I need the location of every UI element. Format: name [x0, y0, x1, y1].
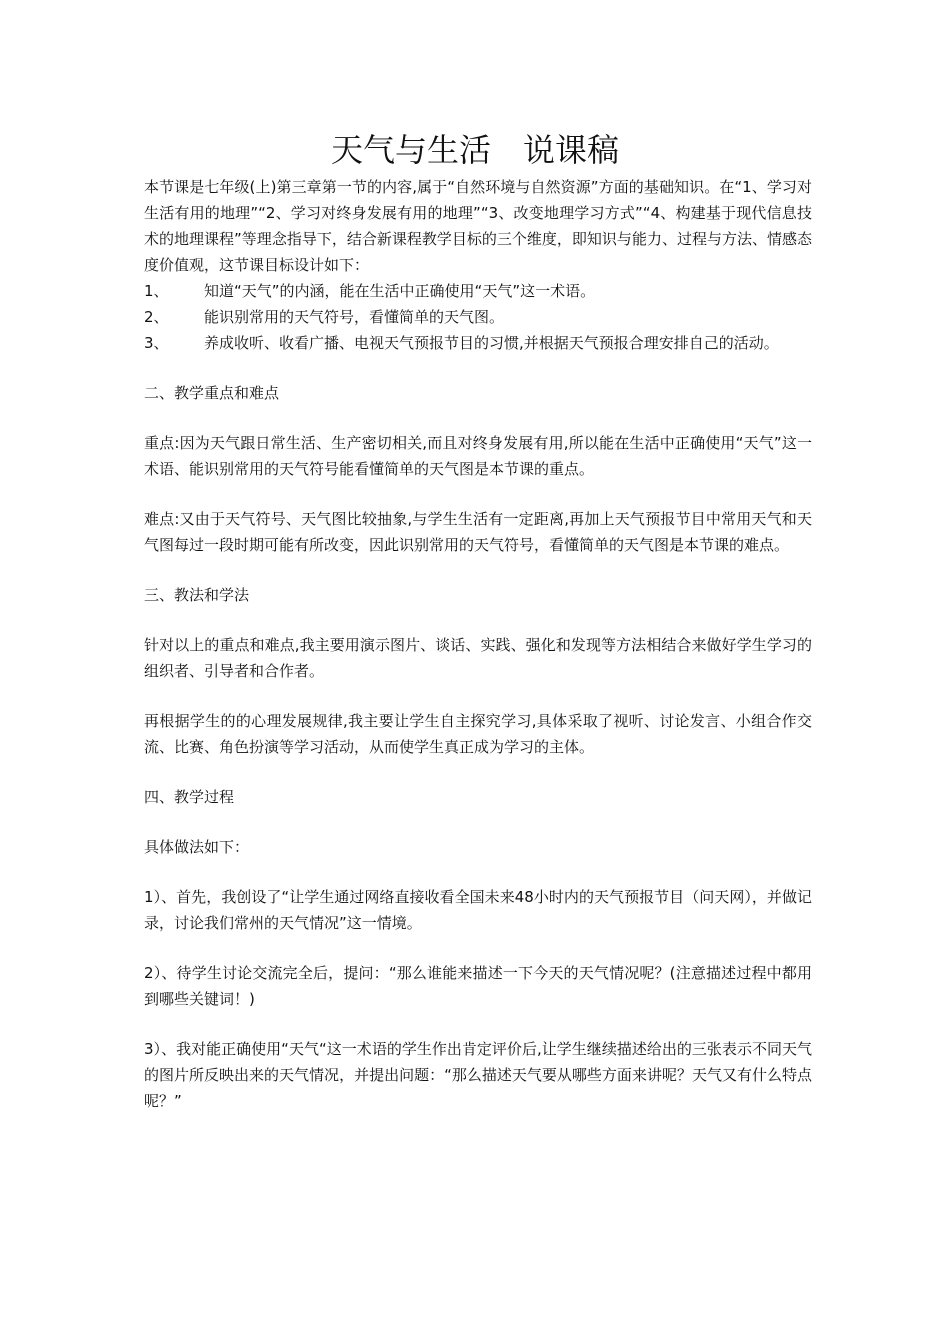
method-paragraph-2: 再根据学生的的心理发展规律,我主要让学生自主探究学习,具体采取了视听、讨论发言、小组合作交流、比赛、角色扮演等学习活动，从而使学生真正成为学习的主体。 — [144, 712, 812, 756]
key-point-paragraph: 重点:因为天气跟日常生活、生产密切相关,而且对终身发展有用,所以能在生活中正确使用“天气”这一术语、能识别常用的天气符号能看懂简单的天气图是本节课的重点。 — [144, 434, 812, 478]
process-step-1: 1）、首先，我创设了“让学生通过网络直接收看全国未来48小时内的天气预报节目（问天网），并做记录，讨论我们常州的天气情况”这一情境。 — [144, 888, 812, 932]
goal-text: 能识别常用的天气符号，看懂简单的天气图。 — [204, 308, 505, 326]
document-body — [144, 174, 812, 1114]
section-heading-4: 四、教学过程 — [144, 788, 235, 806]
goal-text: 知道“天气”的内涵，能在生活中正确使用“天气”这一术语。 — [204, 282, 596, 300]
process-step-3: 3）、我对能正确使用“天气“这一术语的学生作出肯定评价后,让学生继续描述给出的三张表示不同天气的图片所反映出来的天气情况，并提出问题：“那么描述天气要从哪些方面来讲呢？天气又有什么特点呢？” — [144, 1040, 812, 1110]
process-intro: 具体做法如下： — [144, 838, 250, 856]
section-heading-3: 三、教法和学法 — [144, 586, 250, 604]
process-step-2: 2）、待学生讨论交流完全后，提问：“那么谁能来描述一下今天的天气情况呢？(注意描述过程中都用到哪些关键词！) — [144, 964, 812, 1008]
goal-text: 养成收听、收看广播、电视天气预报节目的习惯,并根据天气预报合理安排自己的活动。 — [204, 334, 779, 352]
goal-item-3 — [144, 330, 812, 356]
method-paragraph-1: 针对以上的重点和难点,我主要用演示图片、谈话、实践、强化和发现等方法相结合来做好学生学习的组织者、引导者和合作者。 — [144, 636, 812, 680]
difficult-point-paragraph: 难点:又由于天气符号、天气图比较抽象,与学生生活有一定距离,再加上天气预报节目中常用天气和天气图每过一段时期可能有所改变，因此识别常用的天气符号，看懂简单的天气图是本节课的难点。 — [144, 510, 812, 554]
goal-item-1 — [144, 278, 812, 304]
goal-number: 1、 — [144, 282, 169, 300]
goal-number: 3、 — [144, 334, 169, 352]
document-title: 天气与生活 说课稿 — [330, 131, 619, 169]
goal-item-2 — [144, 304, 812, 330]
intro-paragraph: 本节课是七年级(上)第三章第一节的内容,属于“自然环境与自然资源”方面的基础知识。在“1、学习对生活有用的地理”“2、学习对终身发展有用的地理”“3、改变地理学习方式”“4、构建基于现代信息技术的地理课程”等理念指导下，结合新课程教学目标的三个维度，即知识与能力、过程与方法、情感态度价值观，这节课目标设计如下： — [144, 178, 812, 274]
section-heading-2: 二、教学重点和难点 — [144, 384, 280, 402]
goal-number: 2、 — [144, 308, 169, 326]
